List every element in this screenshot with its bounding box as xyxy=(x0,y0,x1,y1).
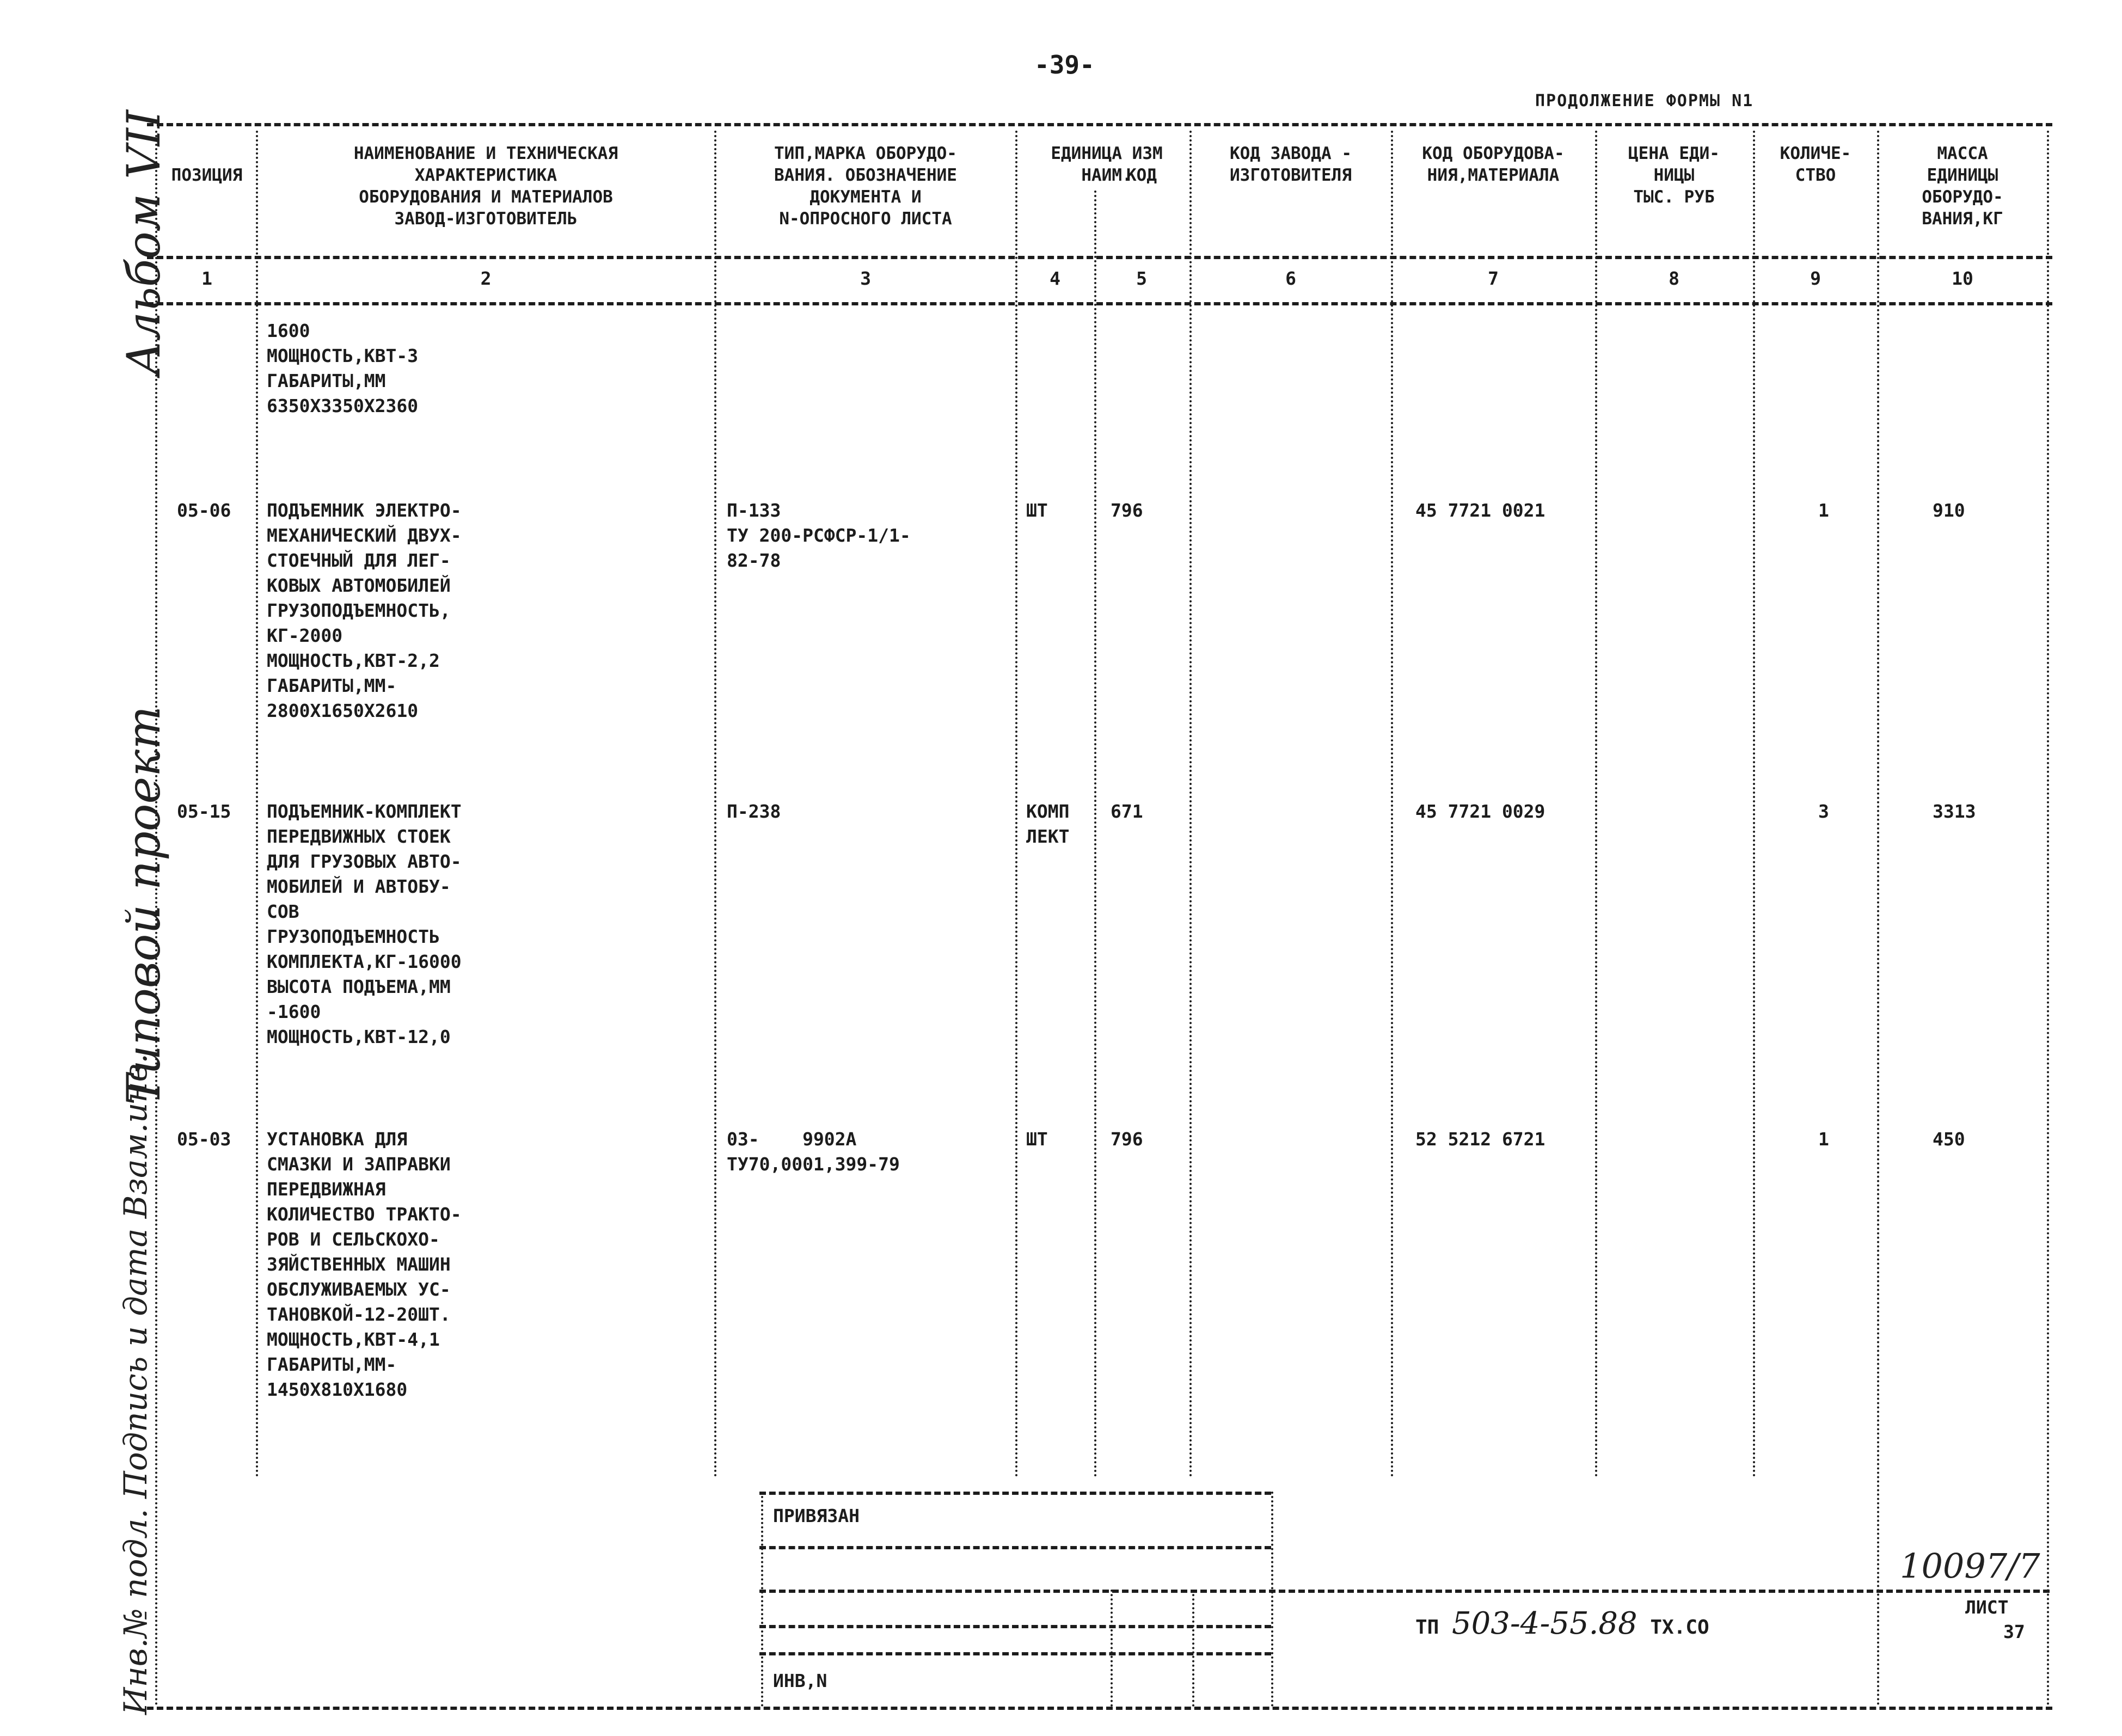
item-quantity: 1 xyxy=(1818,1128,1829,1150)
column-number: 4 xyxy=(1050,268,1060,289)
stamp-rule xyxy=(759,1652,1271,1655)
column-number: 2 xyxy=(480,268,492,289)
col-divider xyxy=(1877,131,1879,1707)
item-unit: КОМП ЛЕКТ xyxy=(1026,801,1070,847)
stamp-rule xyxy=(759,1625,1271,1628)
stamp-designation xyxy=(1415,1606,1709,1641)
column-number-rule xyxy=(147,302,2052,305)
column-number: 10 xyxy=(1952,268,1973,289)
col-divider xyxy=(256,131,258,1478)
item-description: ПОДЪЕМНИК ЭЛЕКТРО- МЕХАНИЧЕСКИЙ ДВУХ- СТОЕЧНЫЙ ДЛЯ ЛЕГ- КОВЫХ АВТОМОБИЛЕЙ ГРУЗОПОДЪЕМНОСТЬ, КГ-2000 МОЩНОСТЬ,КВТ-2,2 ГАБАРИТЫ,ММ- 2800Х1650Х2610 xyxy=(267,500,462,721)
item-material-code: 45 7721 0021 xyxy=(1415,500,1545,521)
page-number: -39- xyxy=(1034,50,1095,79)
col-divider xyxy=(1015,131,1017,1478)
item-type: П-133 ТУ 200-РСФСР-1/1- 82-78 xyxy=(727,500,911,571)
stamp-bound-label: ПРИВЯЗАН xyxy=(773,1505,860,1526)
column-number: 6 xyxy=(1285,268,1296,289)
header-position: ПОЗИЦИЯ xyxy=(171,165,243,185)
item-description: УСТАНОВКА ДЛЯ СМАЗКИ И ЗАПРАВКИ ПЕРЕДВИЖНАЯ КОЛИЧЕСТВО ТРАКТО- РОВ И СЕЛЬСКОХО- ЗЯЙСТВЕННЫХ МАШИН ОБСЛУЖИВАЕМЫХ УС- ТАНОВКОЙ-12-20ШТ. МОЩНОСТЬ,КВТ-4,1 ГАБАРИТЫ,ММ- 1450Х810Х1680 xyxy=(267,1128,462,1400)
table-bottom-rule xyxy=(147,1707,2052,1710)
col-divider xyxy=(1753,131,1755,1478)
item-unit-code: 796 xyxy=(1111,1128,1143,1150)
header-name: НАИМЕНОВАНИЕ И ТЕХНИЧЕСКАЯ ХАРАКТЕРИСТИКА ОБОРУДОВАНИЯ И МАТЕРИАЛОВ ЗАВОД-ИЗГОТОВИТЕЛЬ xyxy=(353,144,618,229)
header-unit: ЕДИНИЦА ИЗМ НАИМ. xyxy=(1051,144,1163,185)
header-unit-code: КОД xyxy=(1126,165,1157,185)
stamp-document-number: 10097/7 xyxy=(1900,1546,2040,1586)
stamp-inventory-label: ИНВ,N xyxy=(773,1670,827,1691)
item-mass: 450 xyxy=(1933,1128,1965,1150)
header-material-code: КОД ОБОРУДОВА- НИЯ,МАТЕРИАЛА xyxy=(1422,144,1565,185)
header-bottom-rule xyxy=(147,256,2052,259)
stamp-sheet-number: 37 xyxy=(2003,1621,2025,1642)
header-mass: МАССА ЕДИНИЦЫ ОБОРУДО- ВАНИЯ,КГ xyxy=(1922,144,2003,229)
col-divider xyxy=(1094,191,1096,1478)
side-label-signature: Инв.№ подл. Подпись и дата Взам.инв. xyxy=(117,1053,154,1715)
col-divider xyxy=(2047,131,2049,1707)
item-unit-code: 796 xyxy=(1111,500,1143,521)
side-label-project: Типовой проект xyxy=(117,706,170,1105)
item-position: 05-03 xyxy=(177,1128,231,1150)
stamp-divider xyxy=(1271,1492,1273,1707)
item-unit-code: 671 xyxy=(1111,801,1143,822)
continuation-note: ПРОДОЛЖЕНИЕ ФОРМЫ N1 xyxy=(1535,91,1754,111)
column-number: 1 xyxy=(201,268,212,289)
col-divider xyxy=(1189,131,1192,1478)
col-divider xyxy=(714,131,716,1478)
stamp-divider xyxy=(1192,1590,1194,1707)
item-quantity: 1 xyxy=(1818,500,1829,521)
item-description: ПОДЪЕМНИК-КОМПЛЕКТ ПЕРЕДВИЖНЫХ СТОЕК ДЛЯ ГРУЗОВЫХ АВТО- МОБИЛЕЙ И АВТОБУ- СОВ ГРУЗОПОДЪЕМНОСТЬ КОМПЛЕКТА,КГ-16000 ВЫСОТА ПОДЪЕМА,ММ -1600 МОЩНОСТЬ,КВТ-12,0 xyxy=(267,801,462,1047)
stamp-rule xyxy=(759,1590,2050,1593)
designation-handwritten: 503-4-55.88 xyxy=(1452,1606,1638,1641)
item-material-code: 52 5212 6721 xyxy=(1415,1128,1545,1150)
item-position: 05-06 xyxy=(177,500,231,521)
column-number: 9 xyxy=(1810,268,1821,289)
side-label-album: Альбом VII xyxy=(117,109,170,376)
item-mass: 3313 xyxy=(1933,801,1976,822)
designation-prefix: ТП xyxy=(1415,1616,1439,1639)
item-position: 05-15 xyxy=(177,801,231,822)
item-description: 1600 МОЩНОСТЬ,КВТ-3 ГАБАРИТЫ,ММ 6350Х3350Х2360 xyxy=(267,320,419,416)
col-divider xyxy=(155,131,157,1707)
item-unit: ШТ xyxy=(1026,1128,1048,1150)
column-number: 3 xyxy=(860,268,871,289)
item-type: 03- 9902А ТУ70,0001,399-79 xyxy=(727,1128,900,1175)
stamp-sheet-label: ЛИСТ xyxy=(1965,1597,2009,1618)
header-factory-code: КОД ЗАВОДА - ИЗГОТОВИТЕЛЯ xyxy=(1230,144,1352,185)
item-mass: 910 xyxy=(1933,500,1965,521)
stamp-rule xyxy=(759,1492,1271,1495)
header-price: ЦЕНА ЕДИ- НИЦЫ ТЫС. РУБ xyxy=(1628,144,1720,207)
header-type: ТИП,МАРКА ОБОРУДО- ВАНИЯ. ОБОЗНАЧЕНИЕ ДОКУМЕНТА И N-ОПРОСНОГО ЛИСТА xyxy=(774,144,957,229)
table-top-rule xyxy=(147,123,2052,126)
item-quantity: 3 xyxy=(1818,801,1829,822)
item-type: П-238 xyxy=(727,801,781,822)
column-number: 7 xyxy=(1488,268,1499,289)
header-quantity: КОЛИЧЕ- СТВО xyxy=(1780,144,1851,185)
col-divider xyxy=(1595,131,1597,1478)
item-unit: ШТ xyxy=(1026,500,1048,521)
stamp-rule xyxy=(759,1546,1271,1549)
stamp-divider xyxy=(761,1492,763,1707)
designation-suffix: ТХ.СО xyxy=(1650,1616,1709,1639)
column-number: 5 xyxy=(1136,268,1147,289)
column-number: 8 xyxy=(1669,268,1679,289)
col-divider xyxy=(1391,131,1393,1478)
item-material-code: 45 7721 0029 xyxy=(1415,801,1545,822)
stamp-divider xyxy=(1111,1590,1113,1707)
